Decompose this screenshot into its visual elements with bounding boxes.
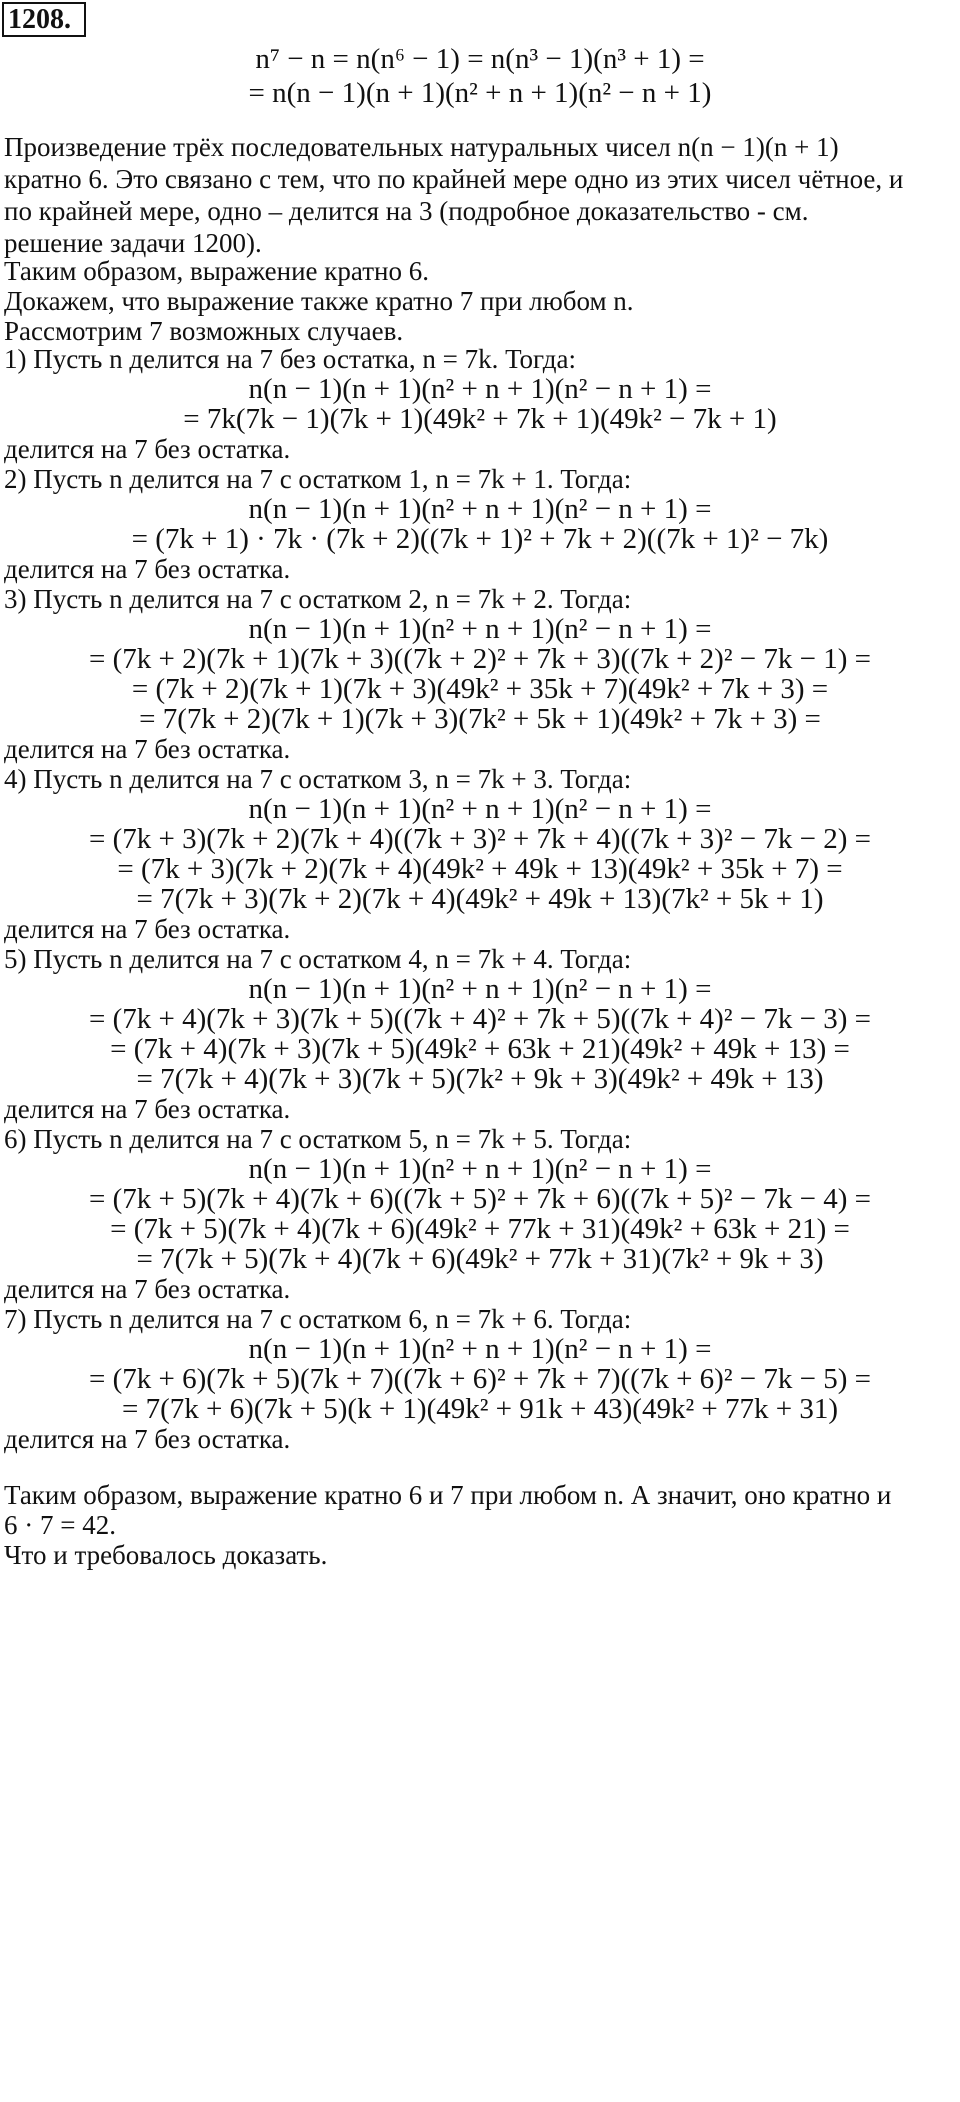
text-line: Рассмотрим 7 возможных случаев. [4, 316, 404, 346]
text-line: Докажем, что выражение также кратно 7 при любом n. [4, 286, 634, 316]
text-line: Произведение трёх последовательных натуральных чисел n(n − 1)(n + 1) [4, 132, 839, 162]
case-heading-1: 1) Пусть n делится на 7 без остатка, n = 7k. Тогда: [4, 344, 577, 374]
case-conclusion: делится на 7 без остатка. [4, 734, 291, 764]
case-conclusion: делится на 7 без остатка. [4, 1424, 291, 1454]
formula-line: n(n − 1)(n + 1)(n² + n + 1)(n² − n + 1) = [248, 973, 712, 1005]
formula-line: = 7(7k + 6)(7k + 5)(k + 1)(49k² + 91k + 43)(49k² + 77k + 31) [121, 1393, 839, 1425]
text-line: кратно 6. Это связано с тем, что по крайней мере одно из этих чисел чётное, и [4, 164, 904, 194]
formula-line: n(n − 1)(n + 1)(n² + n + 1)(n² − n + 1) = [248, 1333, 712, 1365]
formula-line: = (7k + 2)(7k + 1)(7k + 3)(49k² + 35k + 7)(49k² + 7k + 3) = [131, 673, 829, 705]
formula-line: = (7k + 4)(7k + 3)(7k + 5)(49k² + 63k + 21)(49k² + 49k + 13) = [110, 1033, 850, 1065]
formula-line: = (7k + 2)(7k + 1)(7k + 3)((7k + 2)² + 7k + 3)((7k + 2)² − 7k − 1) = [89, 643, 871, 675]
formula-line: = (7k + 5)(7k + 4)(7k + 6)(49k² + 77k + 31)(49k² + 63k + 21) = [110, 1213, 850, 1245]
formula-line: = 7k(7k − 1)(7k + 1)(49k² + 7k + 1)(49k² − 7k + 1) [183, 403, 777, 435]
formula-line: = 7(7k + 2)(7k + 1)(7k + 3)(7k² + 5k + 1)(49k² + 7k + 3) = [139, 703, 821, 735]
formula-line: n(n − 1)(n + 1)(n² + n + 1)(n² − n + 1) = [248, 493, 712, 525]
formula-line: = (7k + 4)(7k + 3)(7k + 5)((7k + 4)² + 7k + 5)((7k + 4)² − 7k − 3) = [89, 1003, 871, 1035]
case-conclusion: делится на 7 без остатка. [4, 1274, 291, 1304]
final-text-line: Таким образом, выражение кратно 6 и 7 при любом n. А значит, оно кратно и [4, 1480, 892, 1510]
qed-line: Что и требовалось доказать. [4, 1540, 328, 1570]
case-heading-6: 6) Пусть n делится на 7 с остатком 5, n = 7k + 5. Тогда: [4, 1124, 632, 1154]
formula-line: = 7(7k + 3)(7k + 2)(7k + 4)(49k² + 49k + 13)(7k² + 5k + 1) [136, 883, 824, 915]
case-conclusion: делится на 7 без остатка. [4, 1094, 291, 1124]
case-conclusion: делится на 7 без остатка. [4, 554, 291, 584]
case-conclusion: делится на 7 без остатка. [4, 434, 291, 464]
formula-line: = (7k + 5)(7k + 4)(7k + 6)((7k + 5)² + 7k + 6)((7k + 5)² − 7k − 4) = [89, 1183, 871, 1215]
formula-line: = (7k + 3)(7k + 2)(7k + 4)(49k² + 49k + 13)(49k² + 35k + 7) = [117, 853, 843, 885]
text-line: по крайней мере, одно – делится на 3 (подробное доказательство - см. [4, 196, 809, 226]
case-heading-4: 4) Пусть n делится на 7 с остатком 3, n = 7k + 3. Тогда: [4, 764, 632, 794]
formula-line: = 7(7k + 4)(7k + 3)(7k + 5)(7k² + 9k + 3)(49k² + 49k + 13) [136, 1063, 824, 1095]
case-heading-3: 3) Пусть n делится на 7 с остатком 2, n = 7k + 2. Тогда: [4, 584, 632, 614]
case-heading-5: 5) Пусть n делится на 7 с остатком 4, n = 7k + 4. Тогда: [4, 944, 632, 974]
text-line: Таким образом, выражение кратно 6. [4, 256, 429, 286]
formula-line: n(n − 1)(n + 1)(n² + n + 1)(n² − n + 1) = [248, 1153, 712, 1185]
formula-line: = 7(7k + 5)(7k + 4)(7k + 6)(49k² + 77k + 31)(7k² + 9k + 3) [136, 1243, 824, 1275]
formula-line: = (7k + 1) · 7k · (7k + 2)((7k + 1)² + 7k + 2)((7k + 1)² − 7k) [131, 523, 829, 555]
formula-line: = (7k + 6)(7k + 5)(7k + 7)((7k + 6)² + 7k + 7)((7k + 6)² − 7k − 5) = [89, 1363, 871, 1395]
case-heading-7: 7) Пусть n делится на 7 с остатком 6, n = 7k + 6. Тогда: [4, 1304, 632, 1334]
case-conclusion: делится на 7 без остатка. [4, 914, 291, 944]
case-heading-2: 2) Пусть n делится на 7 с остатком 1, n = 7k + 1. Тогда: [4, 464, 632, 494]
formula-line: n⁷ − n = n(n⁶ − 1) = n(n³ − 1)(n³ + 1) = [255, 43, 705, 75]
final-text-line: 6 · 7 = 42. [4, 1510, 116, 1540]
formula-line: n(n − 1)(n + 1)(n² + n + 1)(n² − n + 1) = [248, 793, 712, 825]
problem-number: 1208. [2, 2, 86, 37]
text-line: решение задачи 1200). [4, 228, 262, 258]
formula-line: = (7k + 3)(7k + 2)(7k + 4)((7k + 3)² + 7k + 4)((7k + 3)² − 7k − 2) = [89, 823, 871, 855]
formula-line: n(n − 1)(n + 1)(n² + n + 1)(n² − n + 1) = [248, 373, 712, 405]
formula-line: n(n − 1)(n + 1)(n² + n + 1)(n² − n + 1) = [248, 613, 712, 645]
formula-line: = n(n − 1)(n + 1)(n² + n + 1)(n² − n + 1) [248, 77, 712, 109]
